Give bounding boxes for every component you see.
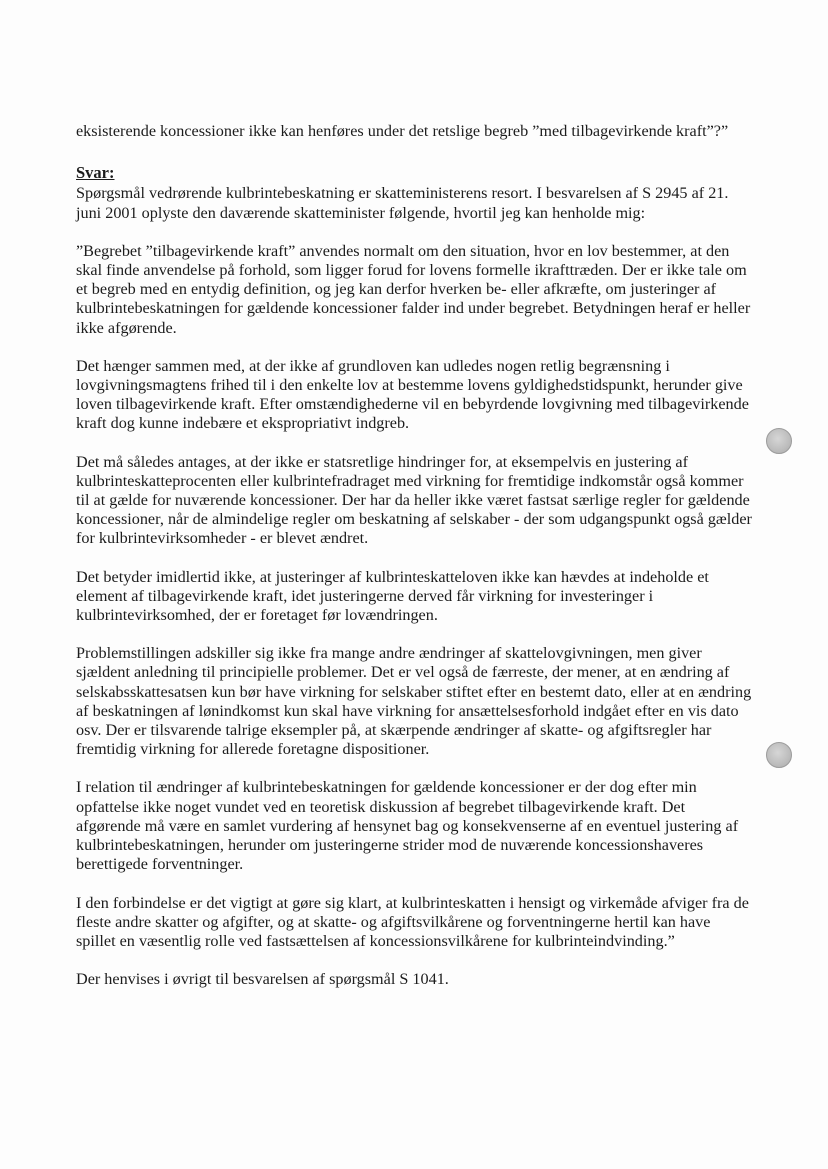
answer-intro: Spørgsmål vedrørende kulbrintebeskatning er skatteministerens resort. I besvarelsen af S 2945 af 21. juni 2001 oplyste den daværende skatteminister følgende, hvortil jeg kan henholde mig:: [76, 184, 729, 222]
answer-heading: Svar:: [76, 163, 115, 183]
quote-paragraph-5: Problemstillingen adskiller sig ikke fra mange andre ændringer af skattelovgivningen, men giver sjældent anledning til principielle problemer. Det er vel også de færreste, der mener, at en ændring af selskabsskattesatsen kun bør have virkning for selskaber stiftet efter en bestemt dato, eller at en ændring af beskatningen af lønindkomst kun skal have virkning for ansættelsesforhold indgået efter en vis dato osv. Der er tilsvarende talrige eksempler på, at skærpende ændringer af skatte- og afgiftsregler har fremtidig virkning for allerede foretagne dispositioner.: [76, 644, 752, 759]
quote-paragraph-4: Det betyder imidlertid ikke, at justeringer af kulbrinteskatteloven ikke kan hævdes at indeholde et element af tilbagevirkende kraft, idet justeringerne derved får virkning for investeringer i kulbrintevirksomhed, der er foretaget før lovændringen.: [76, 567, 709, 625]
quote-paragraph-6: I relation til ændringer af kulbrintebeskatningen for gældende koncessioner er der dog efter min opfattelse ikke noget vundet ved en teoretisk diskussion af begrebet tilbagevirkende kraft. Det afgørende må være en samlet vurdering af hensynet bag og konsekvenserne af en eventuel justering af kulbrintebeskatningen, herunder om justeringerne strider mod de nuværende koncessionshaveres berettigede forventninger.: [76, 778, 739, 874]
quote-paragraph-2: Det hænger sammen med, at der ikke af grundloven kan udledes nogen retlig begrænsning i lovgivningsmagtens frihed til i den enkelte lov at bestemme lovens gyldighedstidspunkt, herunder give loven tilbagevirkende kraft. Efter omstændighederne vil en bebyrdende lovgivning med tilbagevirkende kraft dog kunne indebære et ekspropriativt indgreb.: [76, 356, 749, 433]
quote-paragraph-1: ”Begrebet ”tilbagevirkende kraft” anvendes normalt om den situation, hvor en lov bestemmer, at den skal finde anvendelse på forhold, som ligger forud for lovens formelle ikrafttræden. Der er ikke tale om et begreb med en entydig definition, og jeg kan derfor hverken be- eller afkræfte, om justeringer af kulbrintebeskatningen for gældende koncessioner falder ind under begrebet. Betydningen heraf er heller ikke afgørende.: [76, 241, 751, 337]
punch-hole-icon: [766, 742, 792, 768]
closing-reference: Der henvises i øvrigt til besvarelsen af spørgsmål S 1041.: [76, 970, 449, 989]
document-body: [76, 122, 752, 989]
quote-paragraph-7: I den forbindelse er det vigtigt at gøre sig klart, at kulbrinteskatten i hensigt og virkemåde afviger fra de fleste andre skatter og afgifter, og at skatte- og afgiftsvilkårene og forventningerne hertil kan have spillet en væsentlig rolle ved fastsættelsen af koncessionsvilkårene for kulbrinteindvinding.”: [76, 893, 749, 950]
quote-paragraph-3: Det må således antages, at der ikke er statsretlige hindringer for, at eksempelvis en justering af kulbrinteskatteprocenten eller kulbrintefradraget med virkning for fremtidige indkomstår også kommer til at gælde for nuværende koncessioner. Der har da heller ikke været fastsat særlige regler for gældende koncessioner, når de almindelige regler om beskatning af selskaber - der som udgangspunkt også gælder for kulbrintevirksomheder - er blevet ændret.: [76, 452, 752, 548]
punch-hole-icon: [766, 428, 792, 454]
question-tail: eksisterende koncessioner ikke kan henføres under det retslige begreb ”med tilbagevirkende kraft”?”: [76, 122, 729, 140]
